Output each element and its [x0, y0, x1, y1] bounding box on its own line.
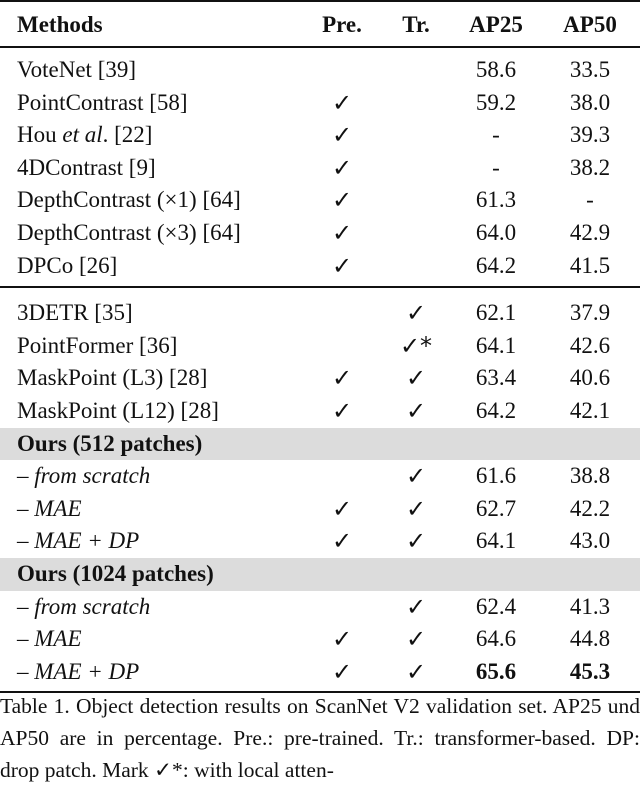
header-methods: Methods — [17, 12, 103, 37]
method-cell: DPCo [26] — [17, 252, 118, 278]
method-cell: PointFormer [36] — [17, 332, 178, 358]
tr-cell: ✓ — [405, 592, 427, 621]
ap50-cell: 41.5 — [569, 252, 611, 278]
pre-cell: ✓ — [331, 88, 353, 117]
ap25-cell: 64.0 — [475, 219, 517, 245]
table-row — [0, 656, 640, 689]
method-cell: Hou et al. [22] — [17, 122, 153, 148]
ap50-cell: 38.2 — [569, 154, 611, 180]
tr-cell: ✓* — [399, 331, 433, 360]
ap50-cell: 42.1 — [569, 397, 611, 423]
ap50-cell: 42.6 — [569, 332, 611, 358]
pre-cell: ✓ — [331, 121, 353, 150]
method-cell: DepthContrast (×1) [64] — [17, 187, 241, 213]
table-row — [0, 152, 640, 185]
ap50-cell: 40.6 — [569, 365, 611, 391]
ap50-cell: 44.8 — [569, 626, 611, 652]
ap25-cell: 62.1 — [475, 300, 517, 326]
tr-cell: ✓ — [405, 625, 427, 654]
ap25-cell: 64.2 — [475, 252, 517, 278]
header-ap25: AP25 — [469, 12, 523, 37]
method-cell: DepthContrast (×3) [64] — [17, 219, 241, 245]
table-row — [0, 330, 640, 363]
ap25-cell-best: 65.6 — [475, 658, 517, 684]
ap50-cell: - — [586, 187, 594, 213]
method-cell: 3DETR [35] — [17, 300, 133, 326]
header-pre: Pre. — [322, 12, 362, 37]
ap25-cell: 64.6 — [475, 626, 517, 652]
group-rule — [0, 286, 640, 288]
method-cell: – from scratch — [17, 593, 151, 619]
table-caption: Table 1. Object detection results on ScanNet V2 validation set. AP25 und AP50 are in percentage. Pre.: pre-trained. Tr.: transformer-based. DP: drop patch. Mark ✓*: with local atten- — [0, 694, 640, 782]
method-cell: – MAE + DP — [17, 658, 140, 684]
header-rule — [0, 46, 640, 48]
method-cell: – MAE — [17, 626, 82, 652]
table-row — [0, 87, 640, 120]
method-cell: – from scratch — [17, 463, 151, 489]
table-row — [0, 493, 640, 526]
ap25-cell: 64.2 — [475, 397, 517, 423]
pre-cell: ✓ — [331, 657, 353, 686]
tr-cell: ✓ — [405, 462, 427, 491]
method-cell: MaskPoint (L12) [28] — [17, 397, 219, 423]
pre-cell: ✓ — [331, 364, 353, 393]
method-cell: – MAE — [17, 495, 82, 521]
method-cell: MaskPoint (L3) [28] — [17, 365, 208, 391]
ap25-cell: 64.1 — [475, 332, 517, 358]
table-row — [0, 217, 640, 250]
header-row — [0, 0, 640, 46]
tr-cell: ✓ — [405, 396, 427, 425]
pre-cell: ✓ — [331, 527, 353, 556]
ap50-cell: 43.0 — [569, 528, 611, 554]
table-row — [0, 54, 640, 87]
method-cell: 4DContrast [9] — [17, 154, 156, 180]
ap25-cell: - — [492, 154, 500, 180]
pre-cell: ✓ — [331, 251, 353, 280]
tr-cell: ✓ — [405, 494, 427, 523]
ap50-cell: 39.3 — [569, 122, 611, 148]
method-cell: PointContrast [58] — [17, 89, 188, 115]
tr-cell: ✓ — [405, 364, 427, 393]
pre-cell: ✓ — [331, 186, 353, 215]
ap25-cell: 61.6 — [475, 463, 517, 489]
section-header-1024 — [0, 558, 640, 591]
ap50-cell: 41.3 — [569, 593, 611, 619]
method-cell: – MAE + DP — [17, 528, 140, 554]
ap25-cell: 63.4 — [475, 365, 517, 391]
ap50-cell: 42.2 — [569, 495, 611, 521]
section-title: Ours (512 patches) — [17, 430, 203, 456]
section-header-512 — [0, 428, 640, 461]
table-row — [0, 623, 640, 656]
ap50-cell: 38.0 — [569, 89, 611, 115]
tr-cell: ✓ — [405, 527, 427, 556]
ap50-cell: 37.9 — [569, 300, 611, 326]
pre-cell: ✓ — [331, 625, 353, 654]
ap50-cell-best: 45.3 — [569, 658, 611, 684]
table-row — [0, 362, 640, 395]
ap25-cell: 62.7 — [475, 495, 517, 521]
ap25-cell: 58.6 — [475, 57, 517, 82]
pre-cell: ✓ — [331, 396, 353, 425]
table-row — [0, 119, 640, 152]
ap25-cell: - — [492, 122, 500, 148]
ap25-cell: 64.1 — [475, 528, 517, 554]
table-row — [0, 395, 640, 428]
section-title: Ours (1024 patches) — [17, 560, 214, 586]
ap50-cell: 42.9 — [569, 219, 611, 245]
pre-cell: ✓ — [331, 153, 353, 182]
ap25-cell: 61.3 — [475, 187, 517, 213]
pre-cell: ✓ — [331, 218, 353, 247]
table-row — [0, 525, 640, 558]
tr-cell: ✓ — [405, 299, 427, 328]
header-ap50: AP50 — [563, 12, 617, 37]
ap25-cell: 59.2 — [475, 89, 517, 115]
table-row — [0, 591, 640, 624]
pre-cell: ✓ — [331, 494, 353, 523]
table-row — [0, 250, 640, 283]
table-row — [0, 297, 640, 330]
table-row — [0, 460, 640, 493]
method-cell: VoteNet [39] — [17, 57, 137, 82]
ap25-cell: 62.4 — [475, 593, 517, 619]
ap50-cell: 33.5 — [569, 57, 611, 82]
header-tr: Tr. — [402, 12, 430, 37]
tr-cell: ✓ — [405, 657, 427, 686]
ap50-cell: 38.8 — [569, 463, 611, 489]
table-row — [0, 184, 640, 217]
